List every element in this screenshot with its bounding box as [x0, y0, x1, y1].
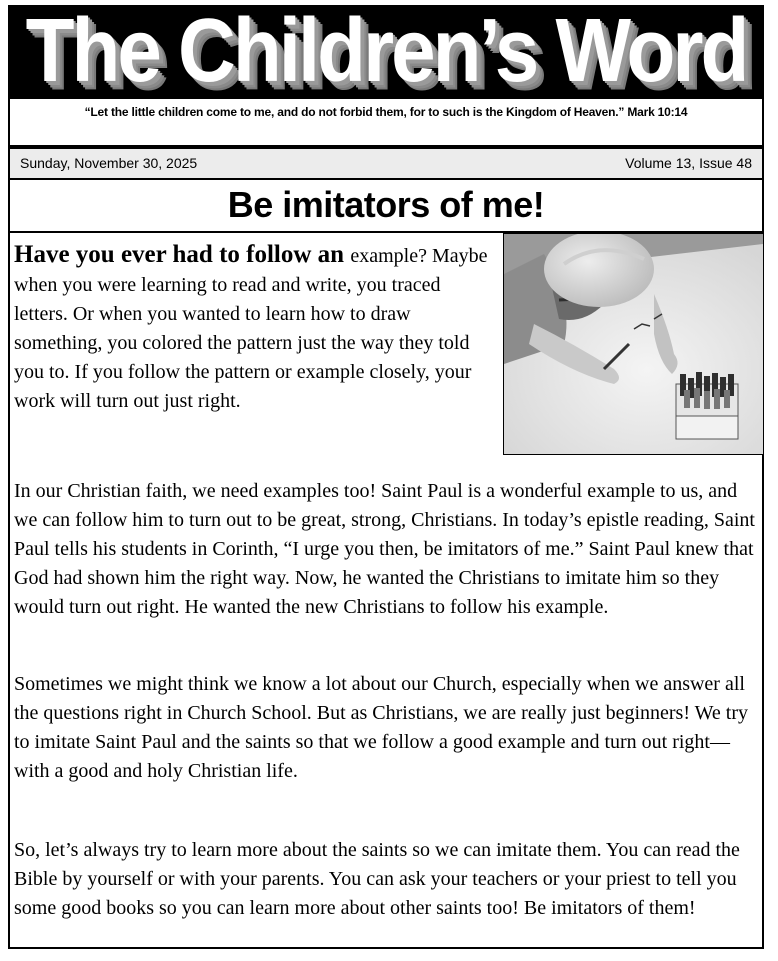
paragraph-intro [14, 240, 498, 416]
child-coloring-photo [503, 233, 764, 455]
scripture-quote: “Let the little children come to me, and do not forbid them, for to such is the Kingdom of Heaven.” Mark 10:14 [84, 105, 688, 119]
volume-issue: Volume 13, Issue 48 [625, 155, 752, 171]
masthead [8, 5, 764, 99]
dateline-bar [8, 147, 764, 180]
newsletter-title: The Children’s Word [25, 5, 747, 99]
issue-date: Sunday, November 30, 2025 [20, 155, 198, 171]
paragraph-faith: In our Christian faith, we need examples too! Saint Paul is a wonderful example to us, and we can follow him to turn out to be great, strong, Christians. In today’s epistle reading, Saint Paul tells his students in Corinth, “I urge you then, be imitators of me.” Saint Paul knew that God had shown him the right way. Now, he wanted the Christians to imitate him so they would turn out right. He wanted the new Christians to follow his example. [14, 480, 755, 618]
lead-in-text: Have you ever had to follow an [14, 241, 351, 268]
article-headline: Be imitators of me! [227, 184, 545, 225]
paragraph-beginners: Sometimes we might think we know a lot about our Church, especially when we answer all the questions right in Church School. But as Christians, we are really just beginners! We try to imitate Saint Paul and the saints so that we follow a good example and turn out right—with a good and holy Christian life. [14, 673, 749, 782]
photo-illustration [504, 234, 763, 454]
paragraph-intro-text: example? Maybe when you were learning to read and write, you traced letters. Or when you wanted to learn how to draw something, you colored the pattern just the way they told you to. If you follow the pattern or example closely, your work will turn out just right. [14, 245, 488, 412]
scripture-quote-box [8, 99, 764, 147]
paragraph-learn-saints: So, let’s always try to learn more about the saints so we can imitate them. You can read the Bible by yourself or with your parents. You can ask your teachers or your priest to tell you some good books so you can learn more about other saints too! Be imitators of them! [14, 839, 740, 919]
